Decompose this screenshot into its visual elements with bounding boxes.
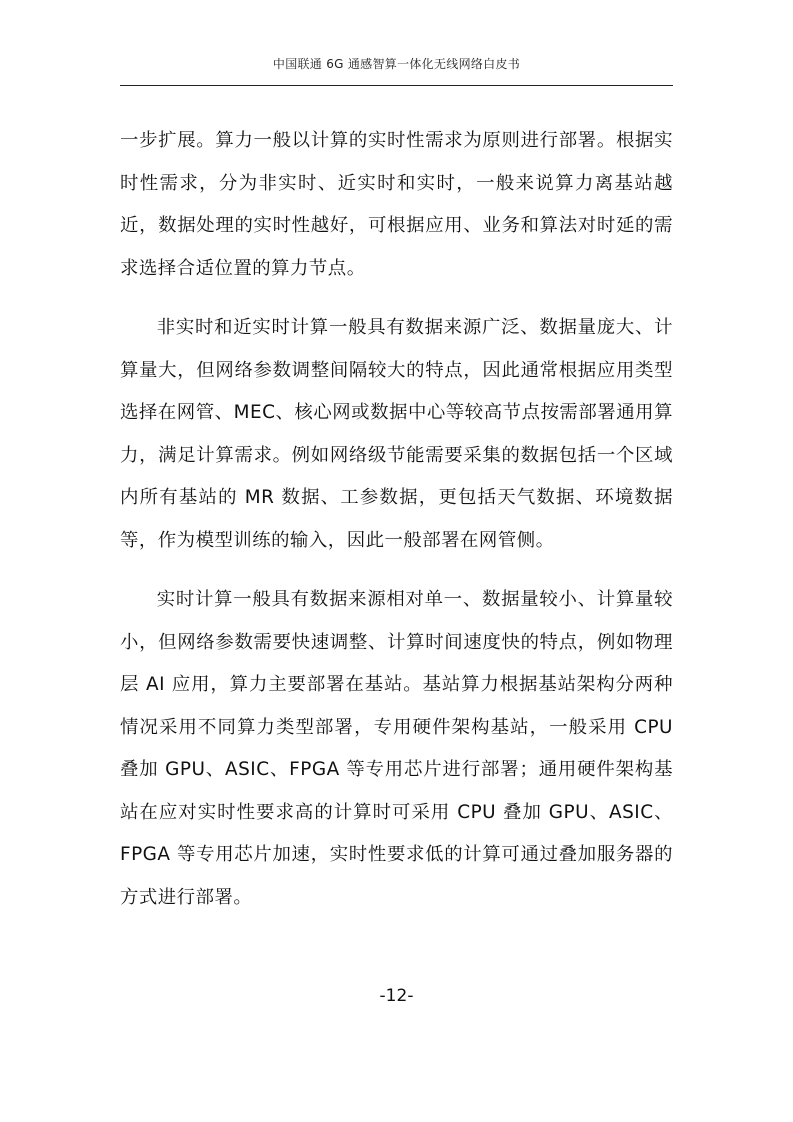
document-title: 中国联通 6G 通感智算一体化无线网络白皮书 [272, 57, 521, 71]
paragraph-1: 一步扩展。算力一般以计算的实时性需求为原则进行部署。根据实时性需求，分为非实时、近实时和实时，一般来说算力离基站越近，数据处理的实时性越好，可根据应用、业务和算法对时延的需求选择合适位置的算力节点。 [120, 130, 673, 279]
paragraph-2: 非实时和近实时计算一般具有数据来源广泛、数据量庞大、计算量大，但网络参数调整间隔较大的特点，因此通常根据应用类型选择在网管、MEC、核心网或数据中心等较高节点按需部署通用算力，满足计算需求。例如网络级节能需要采集的数据包括一个区域内所有基站的 MR 数据、工参数据，更包括天气数据、环境数据等，作为模型训练的输入，因此一般部署在网管侧。 [120, 317, 673, 551]
page-header [120, 0, 673, 86]
page-number: -12- [379, 986, 414, 1006]
paragraph-3: 实时计算一般具有数据来源相对单一、数据量较小、计算量较小，但网络参数需要快速调整、计算时间速度快的特点，例如物理层 AI 应用，算力主要部署在基站。基站算力根据基站架构分两种情况采用不同算力类型部署，专用硬件架构基站，一般采用 CPU 叠加 GPU、ASIC、FPGA 等专用芯片进行部署；通用硬件架构基站在应对实时性要求高的计算时可采用 CPU 叠加 GPU、ASIC、FPGA 等专用芯片加速，实时性要求低的计算可通过叠加服务器的方式进行部署。 [120, 589, 673, 908]
body-text [120, 120, 673, 936]
